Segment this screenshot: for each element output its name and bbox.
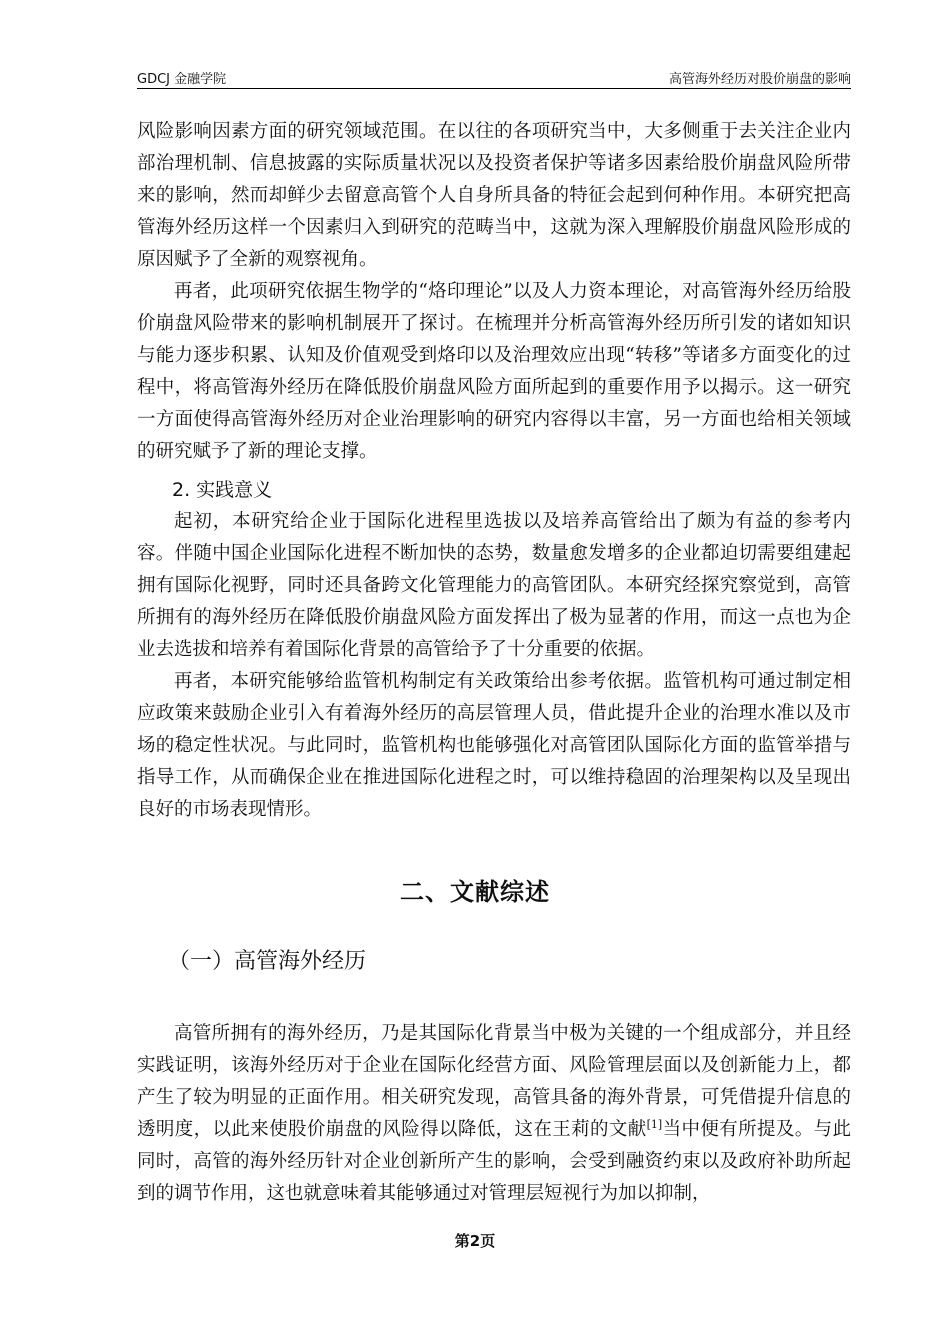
subsection-title: （一）高管海外经历 (168, 949, 367, 974)
paragraph-literature (137, 1018, 851, 1210)
header-paper-title: 高管海外经历对股价崩盘的影响 (668, 72, 851, 87)
paragraph-literature-part1: 高管所拥有的海外经历，乃是其国际化背景当中极为关键的一个组成部分，并且经实践证明，该海外经历对于企业在国际化经营方面、风险管理层面以及创新能力上，都产生了较为明显的正面作用。相关研究发现，高管具备的海外背景，可凭借提升信息的透明度，以此来使股价崩盘的风险得以降低，这在王莉的文献 (137, 1023, 851, 1140)
subheading-practical-significance: 2. 实践意义 (172, 479, 273, 501)
page-header (137, 66, 851, 89)
section-title: 二、文献综述 (400, 878, 550, 906)
paragraph-practical-1: 起初，本研究给企业于国际化进程里选拔以及培养高管给出了颇为有益的参考内容。伴随中国企业国际化进程不断加快的态势，数量愈发增多的企业都迫切需要组建起拥有国际化视野，同时还具备跨文化管理能力的高管团队。本研究经探究察觉到，高管所拥有的海外经历在降低股价崩盘风险方面发挥出了极为显著的作用，而这一点也为企业去选拔和培养有着国际化背景的高管给予了十分重要的依据。 (137, 511, 851, 660)
paragraph-research-scope: 风险影响因素方面的研究领域范围。在以往的各项研究当中，大多侧重于去关注企业内部治理机制、信息披露的实际质量状况以及投资者保护等诸多因素给股价崩盘风险所带来的影响，然而却鲜少去留意高管个人自身所具备的特征会起到何种作用。本研究把高管海外经历这样一个因素归入到研究的范畴当中，这就为深入理解股价崩盘风险形成的原因赋予了全新的观察视角。 (137, 121, 851, 270)
paragraph-practical-2: 再者，本研究能够给监管机构制定有关政策给出参考依据。监管机构可通过制定相应政策来鼓励企业引入有着海外经历的高层管理人员，借此提升企业的治理水准以及市场的稳定性状况。与此同时，监管机构也能够强化对高管团队国际化方面的监管举措与指导工作，从而确保企业在推进国际化进程之时，可以维持稳固的治理架构以及呈现出良好的市场表现情形。 (137, 671, 851, 820)
page-number: 第2页 (454, 1232, 496, 1250)
paragraph-literature-part2: 当中便有所提及。与此同时，高管的海外经历针对企业创新所产生的影响，会受到融资约束以及政府补助所起到的调节作用，这也就意味着其能够通过对管理层短视行为加以抑制， (137, 1119, 851, 1204)
header-school: GDCJ 金融学院 (137, 72, 227, 87)
citation-reference[interactable]: [1] (646, 1117, 663, 1131)
paragraph-theory: 再者，此项研究依据生物学的“烙印理论”以及人力资本理论，对高管海外经历给股价崩盘风险带来的影响机制展开了探讨。在梳理并分析高管海外经历所引发的诸如知识与能力逐步积累、认知及价值观受到烙印以及治理效应出现“转移”等诸多方面变化的过程中，将高管海外经历在降低股价崩盘风险方面所起到的重要作用予以揭示。这一研究一方面使得高管海外经历对企业治理影响的研究内容得以丰富，另一方面也给相关领域的研究赋予了新的理论支撑。 (137, 281, 851, 462)
